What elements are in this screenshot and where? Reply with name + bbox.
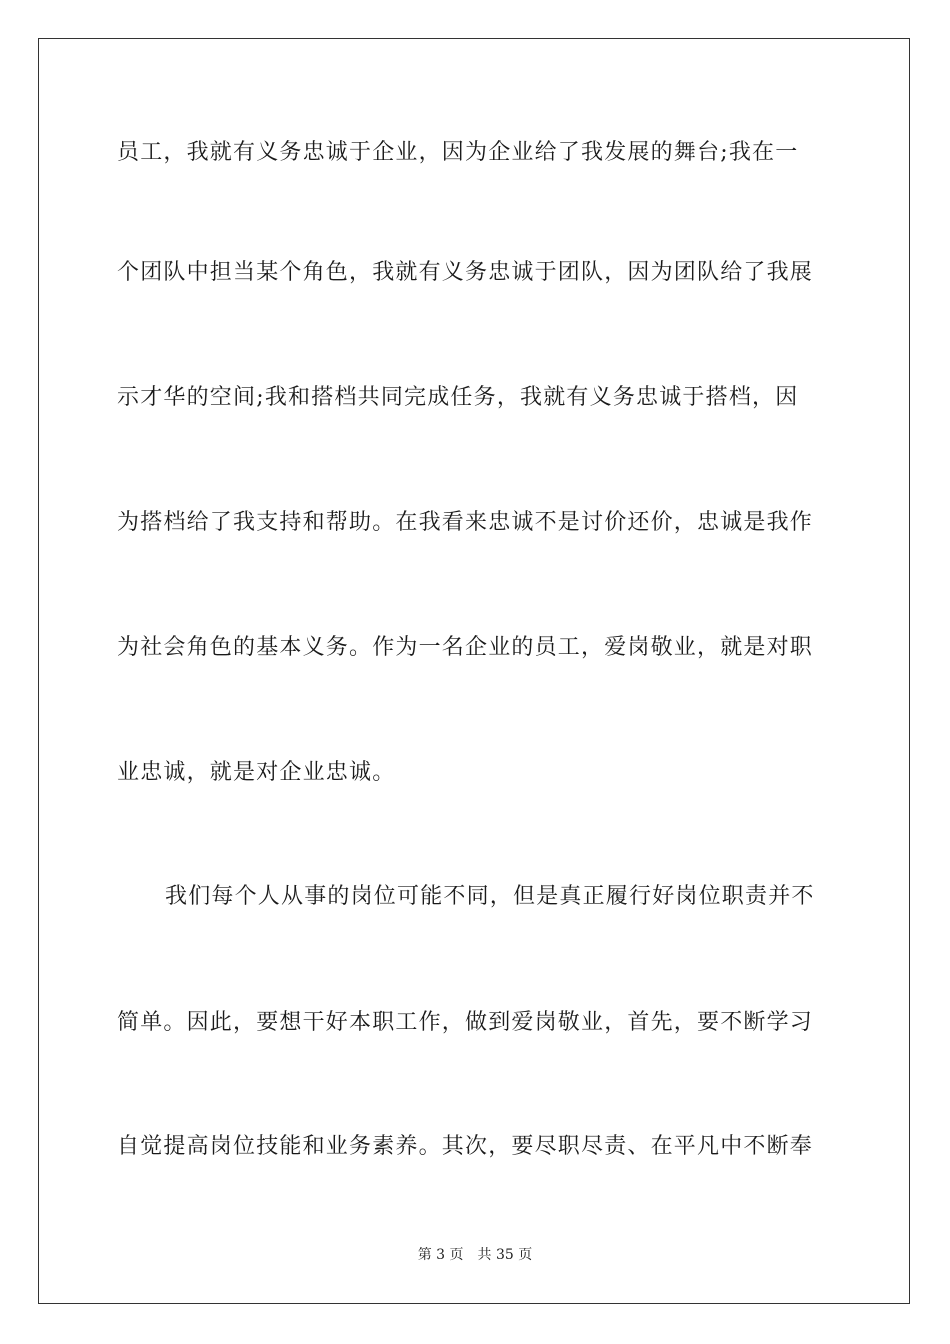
page-number: 第 3 页 [417,1247,464,1263]
page-border [38,38,910,1304]
paragraph-line-3: 示才华的空间;我和搭档共同完成任务，我就有义务忠诚于搭档，因 [117,385,799,410]
paragraph-line-1: 员工，我就有义务忠诚于企业，因为企业给了我发展的舞台;我在一 [117,140,799,165]
paragraph-line-8: 简单。因此，要想干好本职工作，做到爱岗敬业，首先，要不断学习 [117,1010,814,1035]
paragraph-line-7: 我们每个人从事的岗位可能不同，但是真正履行好岗位职责并不 [165,884,815,909]
paragraph-line-4: 为搭档给了我支持和帮助。在我看来忠诚不是讨价还价，忠诚是我作 [117,510,814,535]
paragraph-line-2: 个团队中担当某个角色，我就有义务忠诚于团队，因为团队给了我展 [117,260,814,285]
page-total: 共 35 页 [477,1247,533,1263]
paragraph-line-6: 业忠诚，就是对企业忠诚。 [117,760,396,785]
paragraph-line-5: 为社会角色的基本义务。作为一名企业的员工，爱岗敬业，就是对职 [117,635,814,660]
page-footer [0,1246,950,1264]
paragraph-line-9: 自觉提高岗位技能和业务素养。其次，要尽职尽责、在平凡中不断奉 [117,1134,814,1159]
